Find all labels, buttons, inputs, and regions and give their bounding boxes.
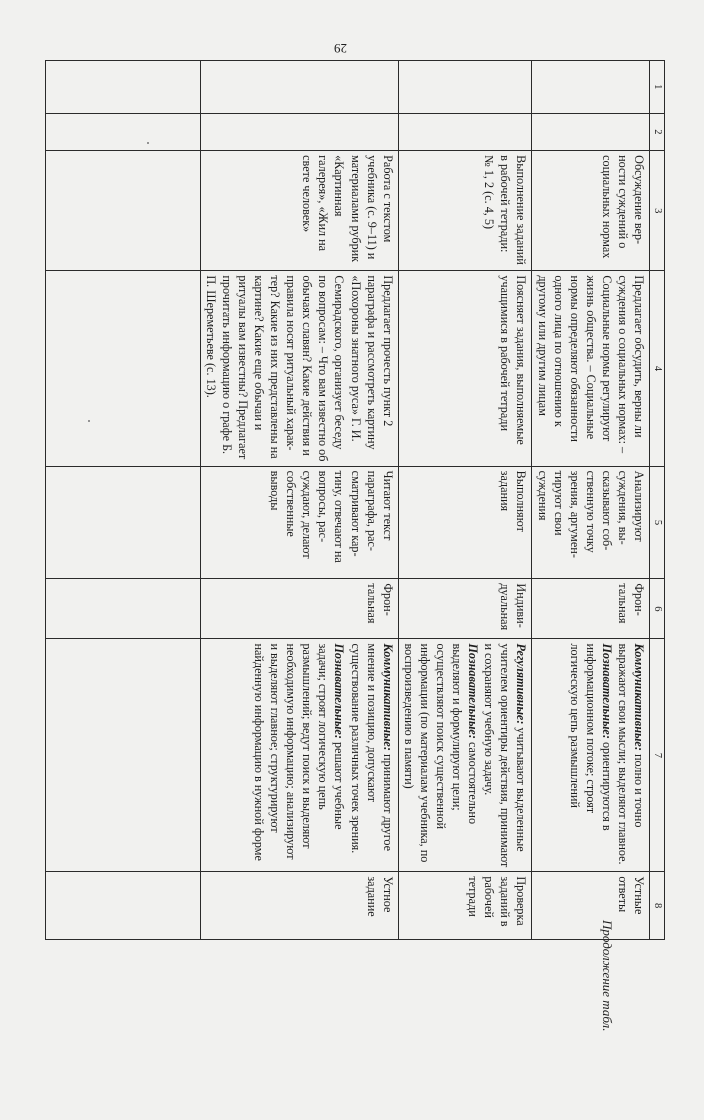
lesson-plan-table <box>45 60 665 940</box>
work-form-cell: Фронтальная <box>200 579 398 639</box>
header-cell: 2 <box>650 113 665 151</box>
rotated-table-container <box>45 60 665 940</box>
skill-text: самостоятельно выделяют и формулируют цели; осуществляют поиск существенной информации (по материалам учебника, по воспроизведению в памяти) <box>401 643 481 863</box>
student-activity-cell: Выполняют задания <box>398 466 532 579</box>
header-cell: 4 <box>650 271 665 466</box>
empty-cell <box>45 639 200 872</box>
page-number: 29 <box>334 41 347 56</box>
skill-text: учитывают выделенные учителем ориентиры действия, принимают и сохраняют учебную задачу. <box>482 643 529 868</box>
skills-cell <box>200 639 398 872</box>
time-cell <box>200 113 398 151</box>
stage-cell <box>398 61 532 114</box>
skill-label: Познавательные: <box>466 643 481 739</box>
control-form-cell: Устное задание <box>200 872 398 940</box>
header-cell: 6 <box>650 579 665 639</box>
skills-cell <box>532 639 650 872</box>
scan-speck <box>147 142 149 144</box>
content-cell: Работа с текстом учебника (с. 9–11) и материалами рубрик «Картинная галерея», «Жил на свете человек» <box>200 151 398 271</box>
time-cell <box>398 113 532 151</box>
skill-label: Познавательные: <box>332 643 347 739</box>
table-continuation-caption: Продолжение табл. <box>600 920 615 1032</box>
skill-label: Регулятивные: <box>514 643 529 725</box>
teacher-activity-cell: Поясняет задания, выполняемые учащимися в рабочей тетради <box>398 271 532 466</box>
skill-text: ориентируются в информационном потоке; строят логическую цепь размышлений <box>567 643 614 831</box>
empty-cell <box>45 61 200 114</box>
content-cell: Обсуждение верности суждений о социальных нормах <box>532 151 650 271</box>
teacher-activity-cell: Предлагает обсудить, верны ли суждения о социальных нормах: – Социальные нормы регулируют жизнь общества. – Социальные нормы определяют обязанности одного лица по отношению к другому или другим лицам <box>532 271 650 466</box>
student-activity-cell: Анализируют суждения, высказывают собственную точку зрения, аргументируют свои суждения <box>532 466 650 579</box>
header-cell: 8 <box>650 872 665 940</box>
work-form-cell: Индивидуальная <box>398 579 532 639</box>
header-row <box>650 61 665 940</box>
stage-cell <box>200 61 398 114</box>
skill-text: решают учебные задачи; строят логическую цепь размышлений; ведут поиск и выделяют необходимую информацию; анализируют и выделяют главное; структурируют найденную информацию в нужной форме <box>251 643 347 861</box>
skill-label: Коммуникативные: <box>632 643 647 751</box>
work-form-cell: Фронтальная <box>532 579 650 639</box>
empty-cell <box>45 466 200 579</box>
skill-text: полно и точно выражают свои мысли; выделяют главное. <box>616 643 647 865</box>
table-row <box>532 61 650 940</box>
empty-cell <box>45 579 200 639</box>
skill-label: Коммуникативные: <box>380 643 395 751</box>
header-cell: 7 <box>650 639 665 872</box>
header-cell: 1 <box>650 61 665 114</box>
student-activity-cell: Читают текст параграфа, рассматривают картину, отвечают на вопросы, рассуждают, делают собственные выводы <box>200 466 398 579</box>
skills-cell <box>398 639 532 872</box>
control-form-cell: Проверка заданий в рабочей тетради <box>398 872 532 940</box>
table-row <box>398 61 532 940</box>
control-form-cell: Устные ответы <box>532 872 650 940</box>
header-cell: 5 <box>650 466 665 579</box>
empty-cell <box>45 113 200 151</box>
time-cell <box>532 113 650 151</box>
empty-cell <box>45 872 200 940</box>
empty-table-row <box>45 61 200 940</box>
empty-cell <box>45 271 200 466</box>
scan-speck <box>88 420 90 422</box>
header-cell: 3 <box>650 151 665 271</box>
empty-cell <box>45 151 200 271</box>
content-cell: Выполнение заданий в рабочей тетради: № 1, 2 (с. 4, 5) <box>398 151 532 271</box>
skill-label: Познавательные: <box>599 643 614 739</box>
skill-text: принимают другое мнение и позицию, допускают существование различных точек зрения. <box>348 643 395 854</box>
teacher-activity-cell: Предлагает прочесть пункт 2 параграфа и рассмотреть картину «Похороны знатного руса» Г. И. Семирадского, организует беседу по вопросам: – Что вам известно об обычаях славян? Какие действия и правила носят ритуальный характер? Какие из них представлены на картине? Какие еще обычаи и ритуалы вам известны? Предлагает прочитать информацию о графе Б. П. Шереметьеве (с. 13). <box>200 271 398 466</box>
table-row <box>200 61 398 940</box>
stage-cell <box>532 61 650 114</box>
